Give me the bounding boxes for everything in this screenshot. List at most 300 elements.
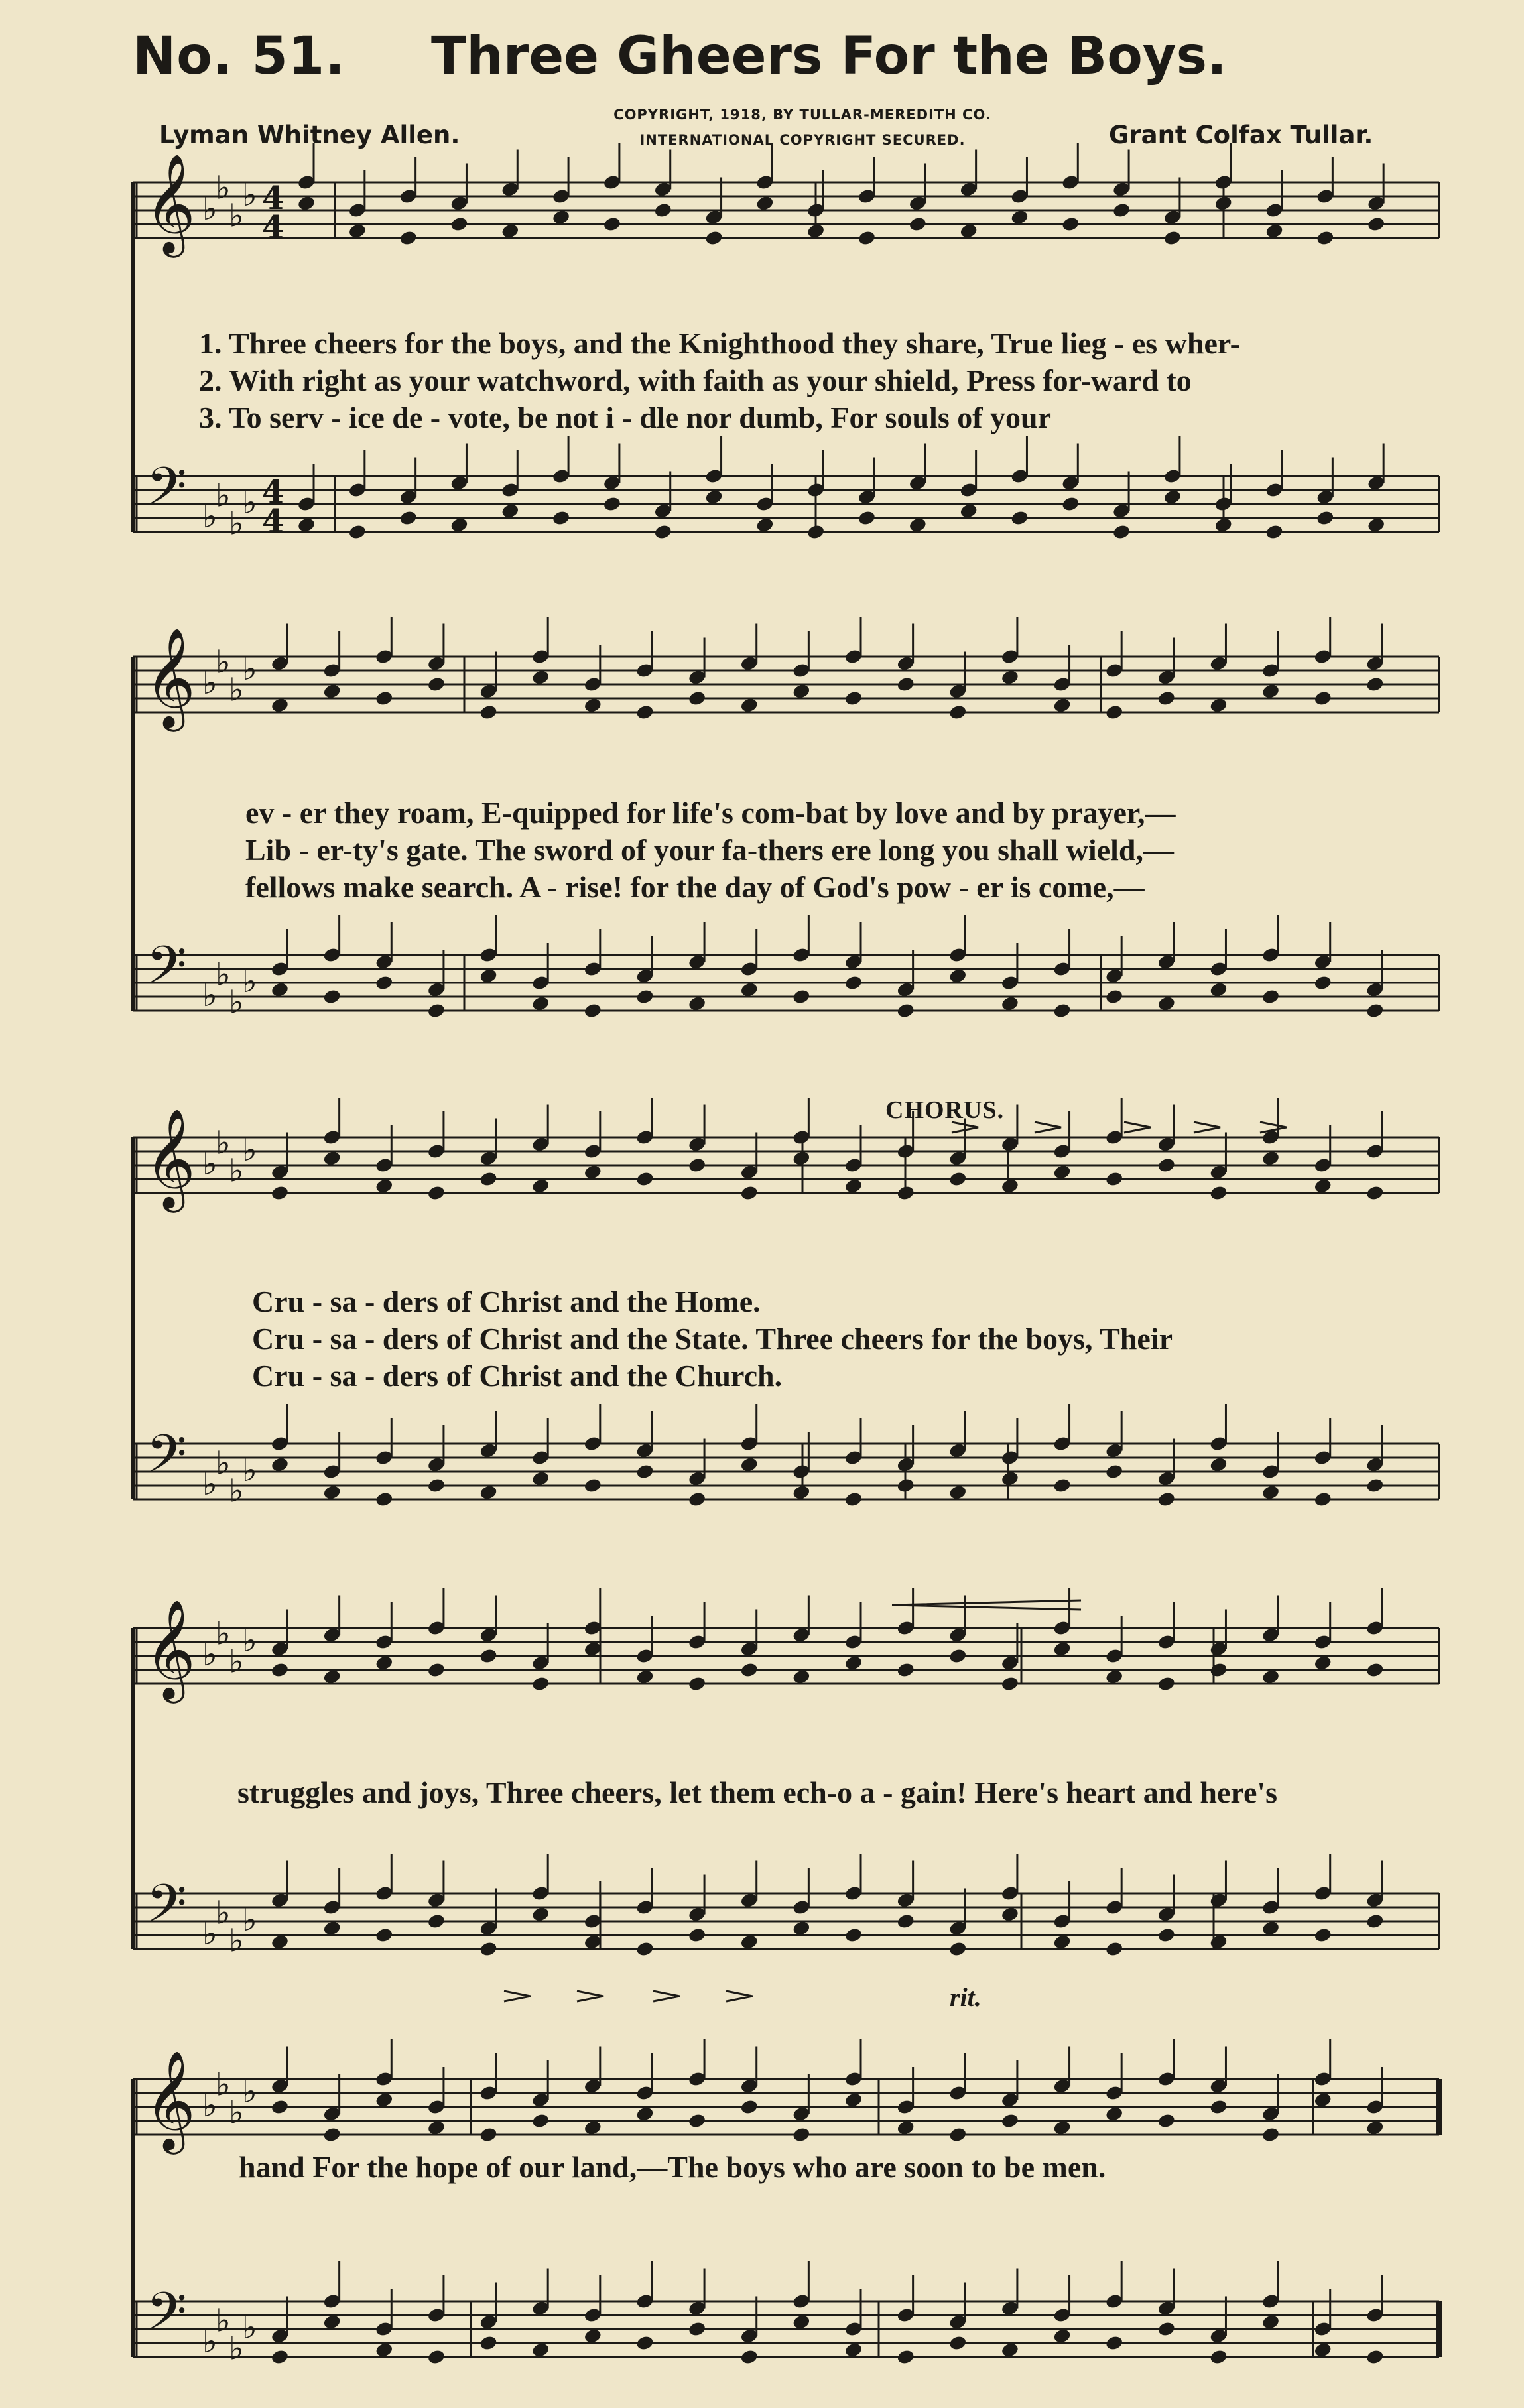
notehead <box>948 2126 968 2143</box>
notehead <box>1261 683 1281 700</box>
notehead <box>1157 2112 1176 2129</box>
notehead <box>1105 704 1124 720</box>
flat-icon: ♭ <box>202 498 218 535</box>
notehead <box>1365 1913 1385 1929</box>
notehead <box>1052 1477 1072 1493</box>
notehead <box>450 216 469 232</box>
notehead <box>479 968 498 984</box>
accent-mark-icon <box>1124 1122 1151 1133</box>
bass-clef-icon: 𝄢 <box>146 2281 187 2355</box>
notehead <box>1365 676 1385 692</box>
notehead <box>603 495 622 512</box>
time-signature-denominator: 4 <box>262 503 285 540</box>
notehead <box>1316 229 1335 246</box>
notehead <box>1313 1655 1332 1671</box>
treble-clef-icon: 𝄞 <box>145 627 196 728</box>
notehead <box>1261 2126 1281 2143</box>
flat-icon: ♭ <box>216 1894 231 1932</box>
lyric-line: fellows make search. A - rise! for the day of God's pow - er is come,— <box>245 870 1145 904</box>
notehead <box>806 223 826 239</box>
flat-icon: ♭ <box>216 956 231 993</box>
notehead <box>427 1661 446 1678</box>
notehead <box>688 2320 707 2337</box>
notehead <box>427 1913 446 1929</box>
notehead <box>1105 1171 1124 1187</box>
flat-icon: ♭ <box>202 1636 218 1673</box>
notehead <box>704 489 724 505</box>
notehead <box>739 2098 759 2115</box>
notehead <box>653 523 672 540</box>
notehead <box>948 1647 968 1664</box>
notehead <box>688 690 707 706</box>
notehead <box>479 1647 498 1664</box>
flat-icon: ♭ <box>216 643 231 681</box>
notehead <box>844 1655 863 1671</box>
notehead <box>583 1164 602 1180</box>
notehead <box>1214 517 1233 533</box>
notehead <box>948 1171 968 1187</box>
notehead <box>501 223 520 239</box>
notehead <box>322 1150 342 1167</box>
notehead <box>297 195 316 212</box>
notehead <box>1209 1934 1228 1950</box>
notehead <box>1209 982 1228 998</box>
notehead <box>375 690 394 706</box>
notehead <box>635 704 655 720</box>
notehead <box>1209 1456 1228 1473</box>
notehead <box>739 982 759 998</box>
notehead <box>635 1669 655 1685</box>
notehead <box>806 523 826 540</box>
notehead <box>896 2120 915 2136</box>
treble-clef-icon: 𝄞 <box>145 2049 196 2150</box>
notehead <box>552 509 571 526</box>
crescendo-hairpin <box>892 1600 1081 1610</box>
notehead <box>844 1927 863 1943</box>
time-signature-denominator: 4 <box>262 209 285 246</box>
notehead <box>322 2126 342 2143</box>
notehead <box>1105 1669 1124 1685</box>
notehead <box>739 1184 759 1201</box>
notehead <box>552 209 571 225</box>
notehead <box>1001 995 1020 1012</box>
accent-mark-icon <box>653 1991 680 2001</box>
notehead <box>583 2328 602 2344</box>
flat-icon: ♭ <box>242 1901 257 1938</box>
notehead <box>1265 523 1284 540</box>
notehead <box>635 2106 655 2122</box>
bass-clef-icon: 𝄢 <box>146 1873 187 1947</box>
notehead <box>427 2348 446 2365</box>
notehead <box>1261 1669 1281 1685</box>
notehead <box>1265 223 1284 239</box>
notehead <box>531 995 550 1012</box>
notehead <box>857 509 877 526</box>
notehead <box>792 1150 811 1167</box>
notehead <box>959 503 978 519</box>
notehead <box>531 1178 550 1194</box>
notehead <box>583 1477 602 1493</box>
lyric-line: Cru - sa - ders of Christ and the Church. <box>252 1359 783 1393</box>
notehead <box>635 1171 655 1187</box>
lyric-line: 3. To serv - ice de - vote, be not i - dle nor dumb, For souls of your <box>199 401 1052 434</box>
notehead <box>948 968 968 984</box>
notehead <box>1214 195 1233 212</box>
notehead <box>792 2314 811 2330</box>
notehead <box>1209 2098 1228 2115</box>
notehead <box>1209 1184 1228 1201</box>
notehead <box>1365 1661 1385 1678</box>
notehead <box>1365 1002 1385 1019</box>
notehead <box>844 974 863 991</box>
notehead <box>635 1940 655 1957</box>
notehead <box>1163 489 1182 505</box>
flat-icon: ♭ <box>242 1452 257 1489</box>
notehead <box>531 2112 550 2129</box>
notehead <box>1365 1477 1385 1493</box>
notehead <box>844 2092 863 2108</box>
notehead <box>1157 1491 1176 1507</box>
flat-icon: ♭ <box>216 2302 231 2340</box>
notehead <box>1010 509 1029 526</box>
notehead <box>948 1940 968 1957</box>
notehead <box>1209 2348 1228 2365</box>
notehead <box>1209 1661 1228 1678</box>
notehead <box>1052 1002 1072 1019</box>
accent-mark-icon <box>1035 1122 1061 1133</box>
composer-credit: Grant Colfax Tullar. <box>1109 121 1373 149</box>
notehead <box>271 697 290 714</box>
treble-clef-icon: 𝄞 <box>145 1108 196 1208</box>
notehead <box>479 2334 498 2351</box>
notehead <box>739 1661 759 1678</box>
notehead <box>583 697 602 714</box>
notehead <box>844 690 863 706</box>
lyricist-credit: Lyman Whitney Allen. <box>159 121 460 149</box>
notehead <box>1365 2348 1385 2365</box>
notehead <box>1365 2120 1385 2136</box>
flat-icon: ♭ <box>242 963 257 1000</box>
notehead <box>844 2342 863 2358</box>
notehead <box>479 1171 498 1187</box>
notehead <box>739 1934 759 1950</box>
flat-icon: ♭ <box>242 651 257 688</box>
lyrics-system-3 <box>252 1283 1173 1395</box>
notehead <box>688 1927 707 1943</box>
notehead <box>688 2112 707 2129</box>
notehead <box>1001 1675 1020 1692</box>
notehead <box>375 1927 394 1943</box>
notehead <box>348 223 367 239</box>
lyrics-system-1 <box>199 325 1240 436</box>
notehead <box>399 509 418 526</box>
notehead <box>1365 1184 1385 1201</box>
notehead <box>1001 1178 1020 1194</box>
bass-clef-icon: 𝄢 <box>146 1423 187 1497</box>
notehead <box>479 2126 498 2143</box>
notehead <box>322 2314 342 2330</box>
flat-icon: ♭ <box>242 176 257 214</box>
flat-icon: ♭ <box>229 983 244 1021</box>
notehead <box>375 2092 394 2108</box>
notehead <box>322 683 342 700</box>
notehead <box>1209 697 1228 714</box>
lyric-line: hand For the hope of our land,—The boys who are soon to be men. <box>239 2150 1106 2184</box>
notehead <box>896 2348 915 2365</box>
flat-icon: ♭ <box>229 1643 244 1680</box>
flat-icon: ♭ <box>216 1444 231 1482</box>
flat-icon: ♭ <box>202 1466 218 1503</box>
notehead <box>688 1491 707 1507</box>
notehead <box>427 1002 446 1019</box>
notehead <box>844 1491 863 1507</box>
notehead <box>479 1940 498 1957</box>
notehead <box>271 982 290 998</box>
bass-clef-icon: 𝄢 <box>146 456 187 530</box>
notehead <box>1157 1927 1176 1943</box>
flat-icon: ♭ <box>216 1615 231 1653</box>
notehead <box>792 988 811 1005</box>
notehead <box>1112 202 1131 218</box>
notehead <box>908 517 927 533</box>
notehead <box>583 2120 602 2136</box>
notehead <box>1316 509 1335 526</box>
notehead <box>1052 1934 1072 1950</box>
notehead <box>1261 2314 1281 2330</box>
flat-icon: ♭ <box>242 2073 257 2110</box>
lyrics-system-4 <box>237 1774 1277 1811</box>
lyric-line: ev - er they roam, E-quipped for life's com-bat by love and by prayer,— <box>245 796 1176 830</box>
notehead <box>1157 2320 1176 2337</box>
flat-icon: ♭ <box>202 977 218 1014</box>
notehead <box>1313 1491 1332 1507</box>
flat-icon: ♭ <box>229 197 244 235</box>
lyrics-system-5 <box>239 2149 1106 2186</box>
notehead <box>1261 1150 1281 1167</box>
flat-icon: ♭ <box>242 484 257 521</box>
notehead <box>501 503 520 519</box>
notehead <box>896 1184 915 1201</box>
accent-mark-icon <box>504 1991 531 2001</box>
flat-icon: ♭ <box>202 2087 218 2124</box>
notehead <box>1105 2334 1124 2351</box>
notehead <box>1105 1940 1124 1957</box>
notehead <box>531 1906 550 1923</box>
lyric-line: 1. Three cheers for the boys, and the Knighthood they share, True lieg - es wher- <box>199 326 1240 360</box>
notehead <box>1157 1675 1176 1692</box>
notehead <box>844 1178 863 1194</box>
notehead <box>297 517 316 533</box>
notehead <box>1313 1178 1332 1194</box>
flat-icon: ♭ <box>229 2330 244 2368</box>
notehead <box>1001 2342 1020 2358</box>
notehead <box>399 229 418 246</box>
notehead <box>271 1456 290 1473</box>
notehead <box>271 2098 290 2115</box>
lyric-line: struggles and joys, Three cheers, let them ech-o a - gain! Here's heart and here's <box>237 1775 1278 1809</box>
notehead <box>1261 1484 1281 1501</box>
notehead <box>948 1484 968 1501</box>
notehead <box>635 1463 655 1480</box>
notehead <box>1163 229 1182 246</box>
notehead <box>948 2334 968 2351</box>
flat-icon: ♭ <box>202 190 218 227</box>
lyrics-system-2 <box>245 794 1176 906</box>
notehead <box>1112 523 1131 540</box>
accent-mark-icon <box>1194 1122 1220 1133</box>
notehead <box>635 988 655 1005</box>
chorus-label: CHORUS. <box>885 1096 1005 1124</box>
notehead <box>1061 216 1080 232</box>
flat-icon: ♭ <box>202 665 218 702</box>
notehead <box>908 216 927 232</box>
notehead <box>1313 690 1332 706</box>
notehead <box>635 2334 655 2351</box>
notehead <box>583 1002 602 1019</box>
notehead <box>375 1655 394 1671</box>
notehead <box>1001 669 1020 686</box>
treble-clef-icon: 𝄞 <box>145 1598 196 1699</box>
notehead <box>1313 974 1332 991</box>
flat-icon: ♭ <box>242 1131 257 1169</box>
treble-clef-icon: 𝄞 <box>145 153 196 253</box>
flat-icon: ♭ <box>229 1922 244 1960</box>
notehead <box>959 223 978 239</box>
notehead <box>1261 988 1281 1005</box>
copyright-line-1: COPYRIGHT, 1918, BY TULLAR-MEREDITH CO. <box>613 107 991 123</box>
lyric-line: Lib - er-ty's gate. The sword of your fa-thers ere long you shall wield,— <box>245 833 1174 867</box>
notehead <box>688 1675 707 1692</box>
notehead <box>1052 2328 1072 2344</box>
notehead <box>375 974 394 991</box>
notehead <box>271 1934 290 1950</box>
notehead <box>1001 1906 1020 1923</box>
notehead <box>531 669 550 686</box>
notehead <box>948 704 968 720</box>
ritardando-marking: rit. <box>950 1982 982 2012</box>
lyric-line: 2. With right as your watchword, with faith as your shield, Press for-ward to <box>199 363 1192 397</box>
notehead <box>792 1920 811 1936</box>
accent-mark-icon <box>577 1991 603 2001</box>
hymn-number: No. 51. <box>133 27 346 86</box>
notehead <box>739 2348 759 2365</box>
time-signature-numerator: 4 <box>262 474 285 511</box>
notehead <box>792 1669 811 1685</box>
notehead <box>1105 988 1124 1005</box>
notehead <box>1157 690 1176 706</box>
notehead <box>531 2342 550 2358</box>
notehead <box>1313 1927 1332 1943</box>
notehead <box>792 2126 811 2143</box>
notehead <box>688 995 707 1012</box>
notehead <box>1061 495 1080 512</box>
flat-icon: ♭ <box>216 477 231 515</box>
notehead <box>427 2120 446 2136</box>
notehead <box>1157 1157 1176 1173</box>
notehead <box>531 1470 550 1487</box>
notehead <box>1367 517 1386 533</box>
notehead <box>739 697 759 714</box>
notehead <box>896 1661 915 1678</box>
lyric-line: Cru - sa - ders of Christ and the Home. <box>252 1285 761 1318</box>
accent-mark-icon <box>1260 1122 1287 1133</box>
notehead <box>1001 1470 1020 1487</box>
flat-icon: ♭ <box>229 1152 244 1190</box>
notehead <box>427 1184 446 1201</box>
notehead <box>896 1913 915 1929</box>
notehead <box>450 517 469 533</box>
notehead <box>322 1920 342 1936</box>
notehead <box>755 517 775 533</box>
notehead <box>271 1661 290 1678</box>
notehead <box>688 1157 707 1173</box>
notehead <box>1313 2342 1332 2358</box>
notehead <box>1157 995 1176 1012</box>
notehead <box>1052 697 1072 714</box>
flat-icon: ♭ <box>229 1472 244 1510</box>
notehead <box>427 676 446 692</box>
notehead <box>755 195 775 212</box>
notehead <box>348 523 367 540</box>
notehead <box>857 229 877 246</box>
bass-clef-icon: 𝄢 <box>146 934 187 1009</box>
notehead <box>792 1484 811 1501</box>
notehead <box>896 1477 915 1493</box>
notehead <box>531 1675 550 1692</box>
notehead <box>322 1669 342 1685</box>
time-signature-numerator: 4 <box>262 180 285 217</box>
notehead <box>479 704 498 720</box>
notehead <box>322 1484 342 1501</box>
notehead <box>427 1477 446 1493</box>
notehead <box>603 216 622 232</box>
flat-icon: ♭ <box>229 505 244 542</box>
notehead <box>896 1002 915 1019</box>
accent-mark-icon <box>726 1991 753 2001</box>
notehead <box>375 1178 394 1194</box>
notehead <box>322 988 342 1005</box>
notehead <box>479 1484 498 1501</box>
flat-icon: ♭ <box>202 1915 218 1952</box>
flat-icon: ♭ <box>229 671 244 709</box>
flat-icon: ♭ <box>216 2066 231 2104</box>
notehead <box>271 1184 290 1201</box>
flat-icon: ♭ <box>229 2094 244 2131</box>
flat-icon: ♭ <box>216 169 231 207</box>
notehead <box>739 1456 759 1473</box>
notehead <box>1313 2092 1332 2108</box>
notehead <box>1105 1463 1124 1480</box>
notehead <box>375 1491 394 1507</box>
notehead <box>896 676 915 692</box>
notehead <box>375 2342 394 2358</box>
notehead <box>1052 1641 1072 1657</box>
flat-icon: ♭ <box>202 1145 218 1182</box>
notehead <box>792 683 811 700</box>
notehead <box>1105 2106 1124 2122</box>
copyright-line-2: INTERNATIONAL COPYRIGHT SECURED. <box>639 132 966 148</box>
notehead <box>1052 1164 1072 1180</box>
flat-icon: ♭ <box>242 1622 257 1659</box>
notehead <box>1261 1920 1281 1936</box>
notehead <box>704 229 724 246</box>
notehead <box>1052 2120 1072 2136</box>
flat-icon: ♭ <box>242 2309 257 2346</box>
notehead <box>653 202 672 218</box>
hymn-title: Three Gheers For the Boys. <box>431 27 1227 86</box>
flat-icon: ♭ <box>216 1124 231 1162</box>
notehead <box>1001 2112 1020 2129</box>
